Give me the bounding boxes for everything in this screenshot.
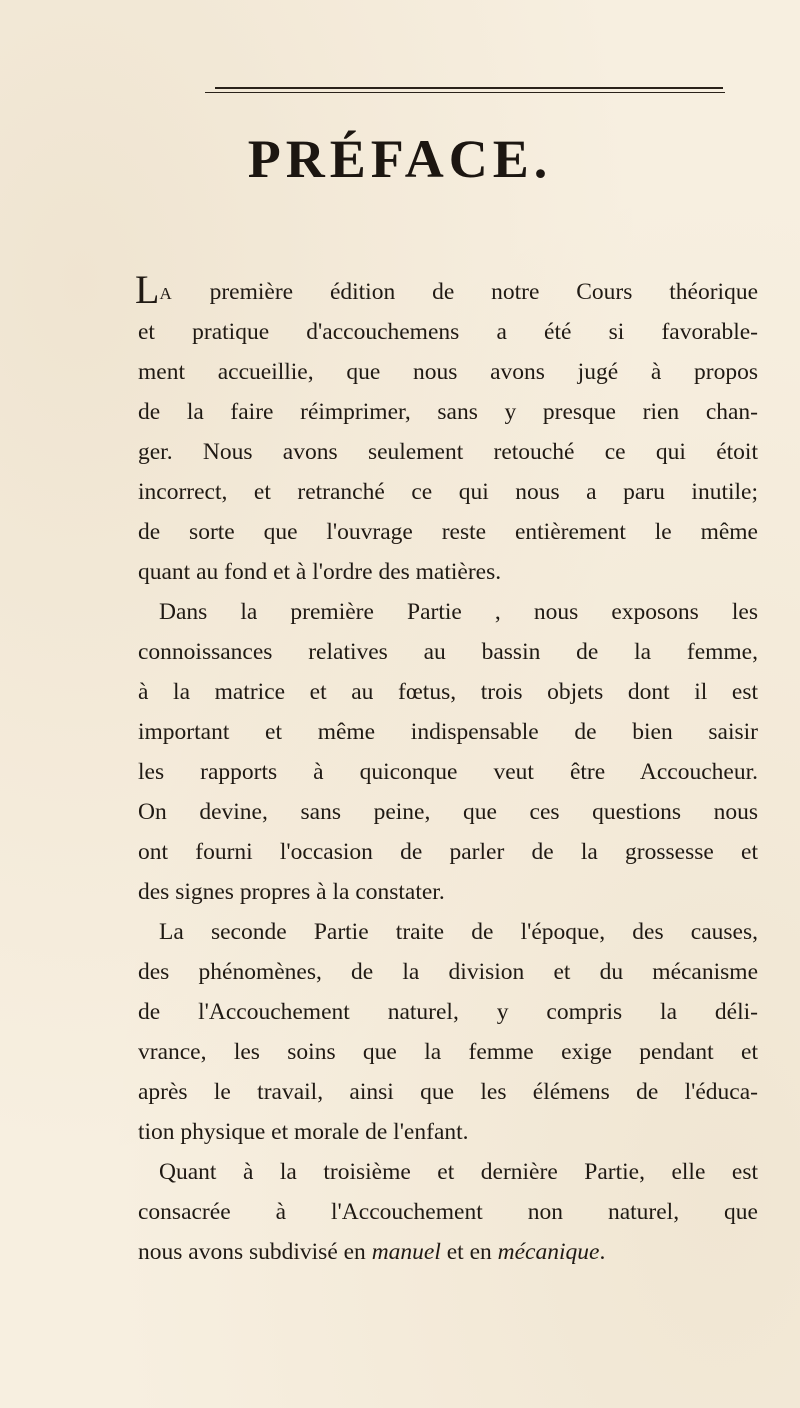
header-rule-thin bbox=[205, 92, 725, 93]
text-line bbox=[138, 1232, 758, 1272]
text-line: tion physique et morale de l'enfant. bbox=[138, 1119, 469, 1145]
text-line: ger. Nous avons seulement retouché ce qui étoit bbox=[138, 439, 758, 465]
line-text: nous avons subdivisé en bbox=[138, 1239, 372, 1265]
header-rule bbox=[215, 87, 723, 89]
line-text: et en bbox=[440, 1239, 498, 1265]
text-line: des signes propres à la constater. bbox=[138, 879, 445, 905]
text-line: On devine, sans peine, que ces questions nous bbox=[138, 799, 758, 825]
line-text: première édition de notre Cours théorique bbox=[172, 279, 758, 305]
text-line: les rapports à quiconque veut être Accoucheur. bbox=[138, 759, 758, 785]
text-line: des phénomènes, de la division et du mécanisme bbox=[138, 959, 758, 985]
text-line: La seconde Partie traite de l'époque, des causes, bbox=[159, 919, 758, 945]
italic-term: manuel bbox=[371, 1239, 441, 1265]
preface-body bbox=[135, 267, 758, 1272]
text-line: consacrée à l'Accouchement non naturel, que bbox=[138, 1199, 758, 1225]
text-line: de l'Accouchement naturel, y compris la déli- bbox=[138, 999, 758, 1025]
text-line: quant au fond et à l'ordre des matières. bbox=[138, 559, 502, 585]
text-line: et pratique d'accouchemens a été si favorable- bbox=[138, 319, 758, 345]
text-line: de sorte que l'ouvrage reste entièrement le même bbox=[138, 519, 758, 545]
text-line: ont fourni l'occasion de parler de la grossesse et bbox=[138, 839, 758, 865]
text-line: connoissances relatives au bassin de la femme, bbox=[138, 639, 758, 665]
text-line: à la matrice et au fœtus, trois objets dont il est bbox=[138, 679, 758, 705]
text-line: de la faire réimprimer, sans y presque rien chan- bbox=[138, 399, 758, 425]
text-line: après le travail, ainsi que les élémens de l'éduca- bbox=[138, 1079, 758, 1105]
small-capital: A bbox=[159, 284, 173, 303]
italic-term: mécanique bbox=[497, 1239, 600, 1265]
text-line: incorrect, et retranché ce qui nous a paru inutile; bbox=[138, 479, 758, 505]
text-line bbox=[135, 267, 758, 312]
drop-capital: L bbox=[135, 267, 160, 312]
text-line: Dans la première Partie , nous exposons les bbox=[159, 599, 758, 625]
text-line: Quant à la troisième et dernière Partie, elle est bbox=[159, 1159, 758, 1185]
text-line: important et même indispensable de bien saisir bbox=[138, 719, 758, 745]
text-line: ment accueillie, que nous avons jugé à propos bbox=[138, 359, 758, 385]
text-line: vrance, les soins que la femme exige pendant et bbox=[138, 1039, 758, 1065]
page-title: PRÉFACE. bbox=[247, 129, 553, 189]
line-text: . bbox=[599, 1239, 606, 1265]
